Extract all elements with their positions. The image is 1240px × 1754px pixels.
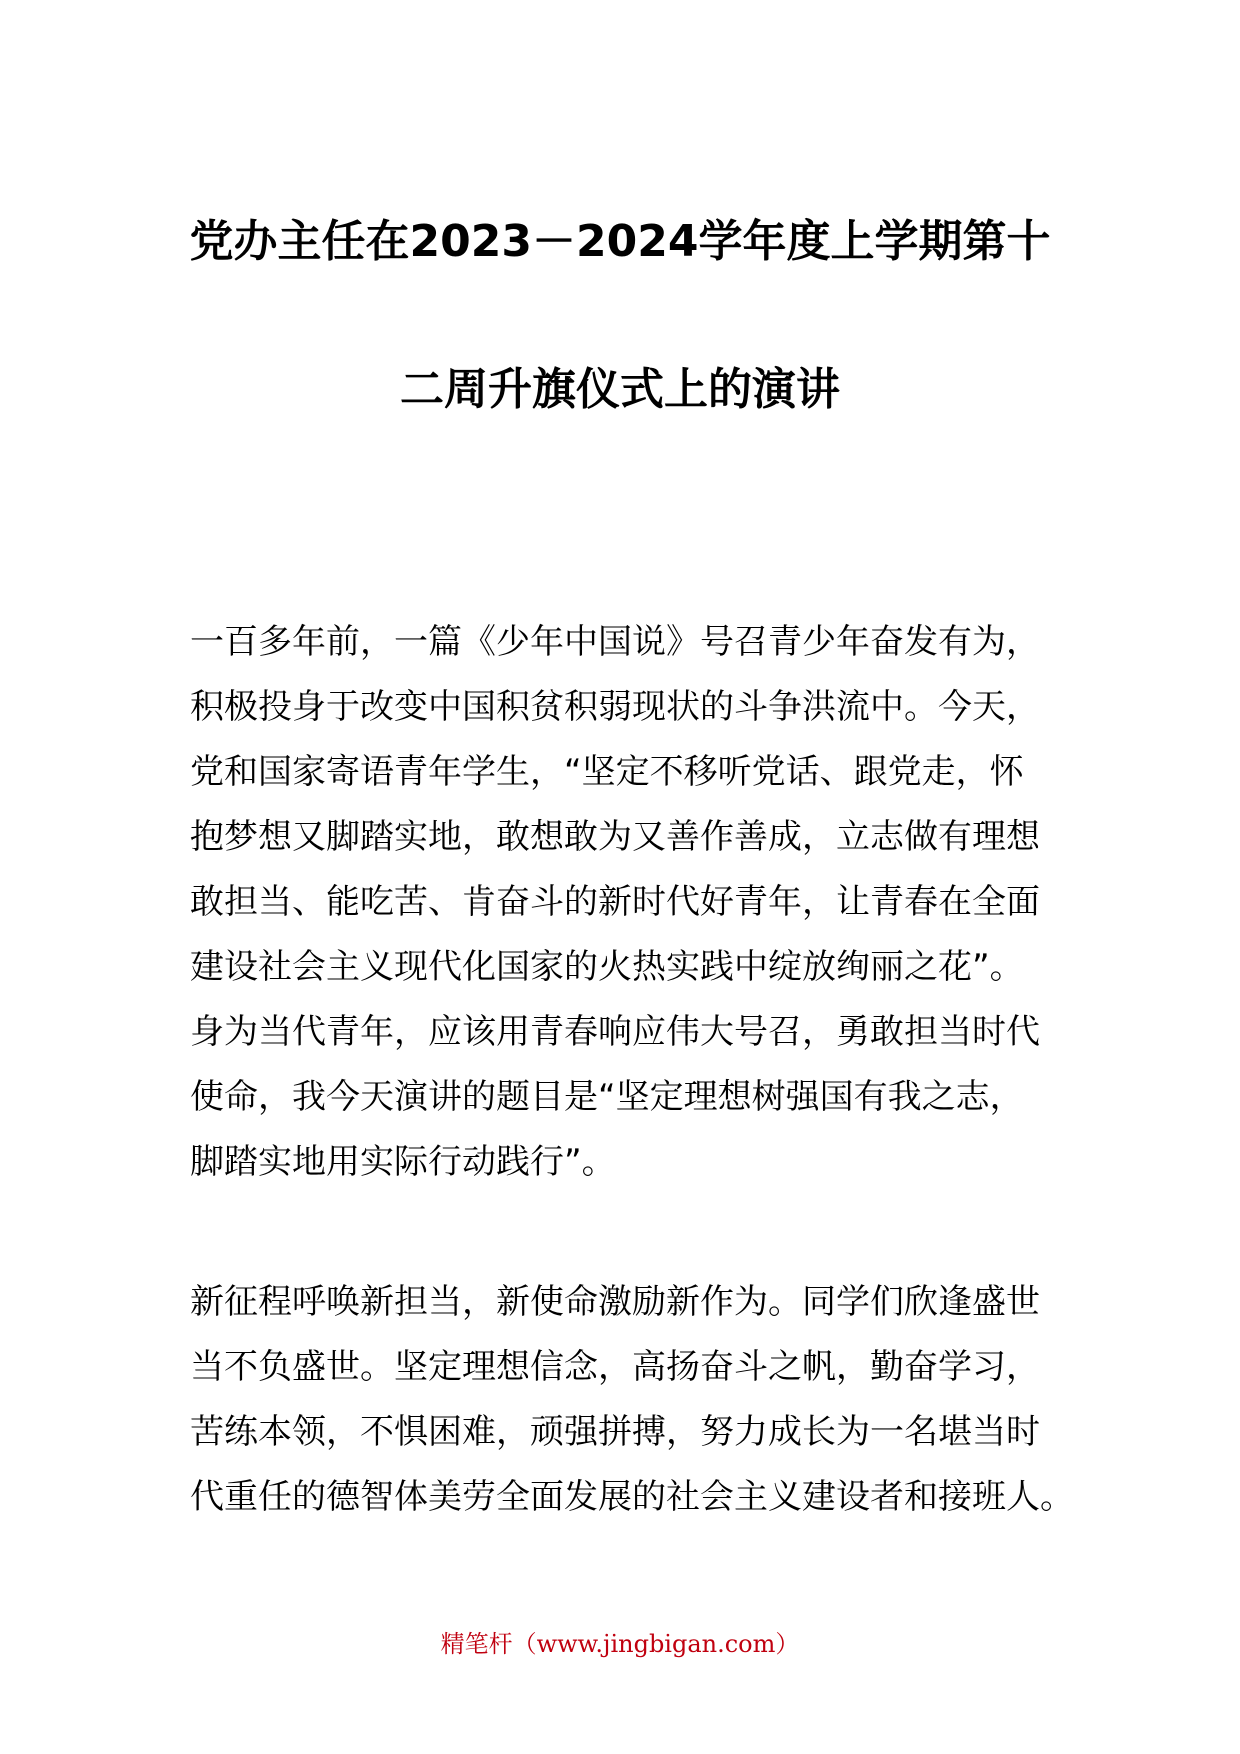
document-title-line-1: 党办主任在2023－2024学年度上学期第十: [189, 216, 1051, 267]
paragraph-line: 身为当代青年，应该用青春响应伟大号召，勇敢担当时代: [190, 1012, 1040, 1052]
paragraph-line: 脚踏实地用实际行动践行”。: [190, 1142, 616, 1182]
paragraph-line: 抱梦想又脚踏实地，敢想敢为又善作善成，立志做有理想: [190, 817, 1040, 857]
paragraph-line: 积极投身于改变中国积贫积弱现状的斗争洪流中。今天，: [190, 687, 1040, 727]
footer-watermark-link[interactable]: 精笔杆（www.jingbigan.com）: [440, 1630, 800, 1658]
paragraph-1: [190, 610, 1070, 1195]
paragraph-line: 代重任的德智体美劳全面发展的社会主义建设者和接班人。: [190, 1477, 1074, 1517]
paragraph-line: 一百多年前，一篇《少年中国说》号召青少年奋发有为，: [190, 622, 1040, 662]
document-title-line-2: 二周升旗仪式上的演讲: [400, 364, 840, 415]
paragraph-line: 新征程呼唤新担当，新使命激励新作为。同学们欣逢盛世: [190, 1282, 1040, 1322]
paragraph-line: 当不负盛世。坚定理想信念，高扬奋斗之帆，勤奋学习，: [190, 1347, 1040, 1387]
paragraph-line: 建设社会主义现代化国家的火热实践中绽放绚丽之花”。: [190, 947, 1024, 987]
paragraph-line: 敢担当、能吃苦、肯奋斗的新时代好青年，让青春在全面: [190, 882, 1040, 922]
paragraph-line: 党和国家寄语青年学生，“坚定不移听党话、跟党走，怀: [190, 752, 1024, 792]
paragraph-line: 使命，我今天演讲的题目是“坚定理想树强国有我之志，: [190, 1077, 1024, 1117]
paragraph-2: [190, 1270, 1074, 1530]
paragraph-line: 苦练本领，不惧困难，顽强拼搏，努力成长为一名堪当时: [190, 1412, 1040, 1452]
